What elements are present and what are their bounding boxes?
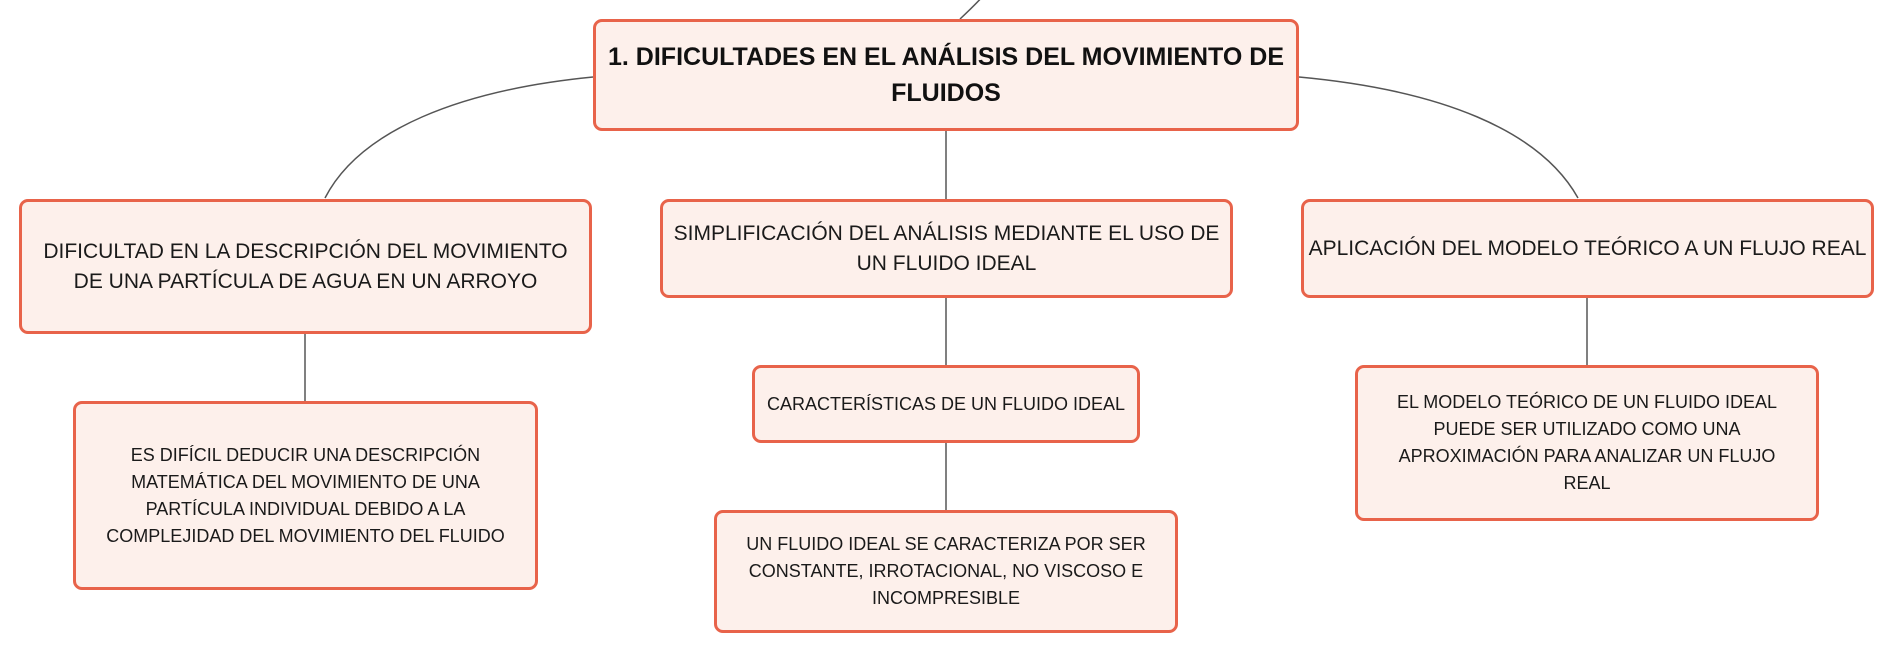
branch-model-application-label: APLICACIÓN DEL MODELO TEÓRICO A UN FLUJO REAL [1308, 236, 1867, 260]
subtopic-ideal-fluid-properties-label: UN FLUIDO IDEAL SE CARACTERIZA POR SER CONSTANTE, IRROTACIONAL, NO VISCOSO E INCOMPRESIBLE [746, 534, 1146, 608]
connector-root-to-branch-left [325, 77, 593, 198]
branch-ideal-fluid-simplification[interactable] [660, 199, 1233, 298]
connector-root-to-branch-right [1299, 77, 1578, 198]
subtopic-ideal-fluid-properties[interactable] [714, 510, 1178, 633]
subtopic-mathematical-description[interactable] [73, 401, 538, 590]
subtopic-ideal-fluid-characteristics-label: CARACTERÍSTICAS DE UN FLUIDO IDEAL [766, 393, 1126, 414]
branch-ideal-fluid-simplification-label: SIMPLIFICACIÓN DEL ANÁLISIS MEDIANTE EL USO DE UN FLUIDO IDEAL [673, 221, 1220, 275]
branch-model-application[interactable] [1301, 199, 1874, 298]
root-topic-label: 1. DIFICULTADES EN EL ANÁLISIS DEL MOVIMIENTO DE FLUIDOS [608, 43, 1284, 107]
subtopic-real-flow-approximation[interactable] [1355, 365, 1819, 521]
connector-root-parent [960, 0, 985, 19]
root-topic[interactable] [593, 19, 1299, 131]
subtopic-ideal-fluid-characteristics[interactable] [752, 365, 1140, 443]
subtopic-real-flow-approximation-label: EL MODELO TEÓRICO DE UN FLUIDO IDEAL PUEDE SER UTILIZADO COMO UNA APROXIMACIÓN PARA ANALIZAR UN FLUJO REAL [1396, 392, 1778, 493]
subtopic-mathematical-description-label: ES DIFÍCIL DEDUCIR UNA DESCRIPCIÓN MATEMÁTICA DEL MOVIMIENTO DE UNA PARTÍCULA INDIVIDUAL DEBIDO A LA COMPLEJIDAD DEL MOVIMIENTO DEL FLUIDO [106, 444, 505, 546]
branch-description-difficulty[interactable] [19, 199, 592, 334]
branch-description-difficulty-label: DIFICULTAD EN LA DESCRIPCIÓN DEL MOVIMIENTO DE UNA PARTÍCULA DE AGUA EN UN ARROYO [43, 239, 568, 293]
